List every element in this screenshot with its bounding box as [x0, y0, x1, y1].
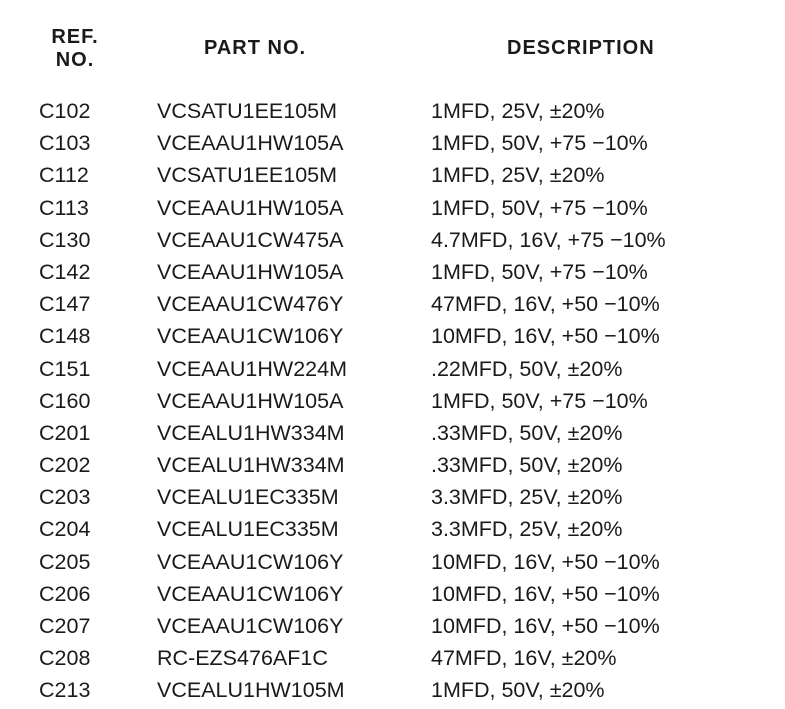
- ref-no-cell: C102: [39, 99, 91, 123]
- description-cell: .22MFD, 50V, ±20%: [431, 356, 623, 381]
- table-row: [0, 161, 785, 193]
- description-cell: 47MFD, 16V, ±20%: [431, 646, 617, 671]
- ref-no-cell: C130: [39, 227, 91, 252]
- description-cell: 1MFD, 50V, +75 −10%: [431, 131, 648, 156]
- part-no-cell: VCEAAU1HW105A: [157, 259, 344, 284]
- table-row: [0, 355, 785, 387]
- table-row: [0, 129, 785, 161]
- description-cell: 4.7MFD, 16V, +75 −10%: [431, 227, 666, 252]
- part-no-cell: VCEAAU1CW476Y: [157, 292, 344, 317]
- description-header: DESCRIPTION: [507, 37, 655, 59]
- description-cell: 3.3MFD, 25V, ±20%: [431, 517, 623, 542]
- ref-no-cell: C205: [39, 549, 91, 574]
- description-cell: 3.3MFD, 25V, ±20%: [431, 485, 623, 510]
- part-no-cell: VCEALU1HW334M: [157, 420, 345, 445]
- part-no-cell: VCSATU1EE105M: [157, 99, 338, 123]
- part-no-cell: VCEAAU1CW106Y: [157, 614, 344, 638]
- table-row: [0, 387, 785, 419]
- table-row: [0, 483, 785, 515]
- ref-header-line2: NO.: [55, 49, 95, 71]
- part-no-cell: VCEAAU1CW475A: [157, 227, 344, 252]
- part-no-cell: VCEAAU1CW106Y: [157, 324, 344, 349]
- part-no-cell: VCEALU1HW334M: [157, 453, 345, 478]
- table-row: [0, 612, 785, 644]
- description-cell: 10MFD, 16V, +50 −10%: [431, 614, 660, 638]
- ref-no-cell: C112: [39, 163, 89, 188]
- ref-no-cell: C213: [39, 678, 91, 703]
- part-no-cell: VCEALU1HW105M: [157, 678, 345, 703]
- ref-no-cell: C203: [39, 485, 91, 510]
- table-row: [0, 580, 785, 612]
- table-row: [0, 419, 785, 451]
- ref-no-cell: C151: [39, 356, 91, 381]
- part-no-cell: RC-EZS476AF1C: [157, 646, 328, 671]
- ref-no-cell: C207: [39, 614, 91, 638]
- ref-no-cell: C202: [39, 453, 91, 478]
- part-no-cell: VCEAAU1HW224M: [157, 356, 347, 381]
- description-cell: 10MFD, 16V, +50 −10%: [431, 549, 660, 574]
- part-no-cell: VCEAAU1HW105A: [157, 388, 344, 413]
- part-no-cell: VCEAAU1CW106Y: [157, 549, 344, 574]
- part-no-cell: VCEALU1EC335M: [157, 517, 339, 542]
- table-row: [0, 644, 785, 676]
- part-no-cell: VCEAAU1HW105A: [157, 131, 344, 156]
- description-cell: 1MFD, 50V, ±20%: [431, 678, 605, 703]
- ref-no-cell: C208: [39, 646, 91, 671]
- table-row: [0, 97, 785, 129]
- ref-no-cell: C142: [39, 259, 91, 284]
- description-cell: 1MFD, 50V, +75 −10%: [431, 195, 648, 220]
- ref-header-line1: REF.: [51, 26, 99, 48]
- parts-table-body: [0, 97, 785, 709]
- table-row: [0, 451, 785, 483]
- ref-no-cell: C113: [39, 195, 89, 220]
- description-cell: 1MFD, 50V, +75 −10%: [431, 259, 648, 284]
- part-no-cell: VCEALU1EC335M: [157, 485, 339, 510]
- ref-no-header: [40, 26, 110, 72]
- part-no-cell: VCEAAU1CW106Y: [157, 581, 344, 606]
- ref-no-cell: C204: [39, 517, 91, 542]
- description-cell: .33MFD, 50V, ±20%: [431, 453, 623, 478]
- description-cell: 1MFD, 50V, +75 −10%: [431, 388, 648, 413]
- ref-no-cell: C148: [39, 324, 91, 349]
- part-no-header: PART NO.: [204, 37, 307, 59]
- part-no-cell: VCSATU1EE105M: [157, 163, 338, 188]
- part-no-cell: VCEAAU1HW105A: [157, 195, 344, 220]
- table-row: [0, 548, 785, 580]
- ref-no-cell: C147: [39, 292, 91, 317]
- description-cell: .33MFD, 50V, ±20%: [431, 420, 623, 445]
- description-cell: 10MFD, 16V, +50 −10%: [431, 324, 660, 349]
- description-cell: 1MFD, 25V, ±20%: [431, 163, 605, 188]
- table-row: [0, 194, 785, 226]
- table-row: [0, 322, 785, 354]
- description-cell: 1MFD, 25V, ±20%: [431, 99, 605, 123]
- ref-no-cell: C206: [39, 581, 91, 606]
- table-row: [0, 226, 785, 258]
- ref-no-cell: C160: [39, 388, 91, 413]
- ref-no-cell: C201: [39, 420, 91, 445]
- table-row: [0, 290, 785, 322]
- table-row: [0, 258, 785, 290]
- ref-no-cell: C103: [39, 131, 91, 156]
- table-row: [0, 515, 785, 547]
- table-row: [0, 676, 785, 708]
- description-cell: 10MFD, 16V, +50 −10%: [431, 581, 660, 606]
- description-cell: 47MFD, 16V, +50 −10%: [431, 292, 660, 317]
